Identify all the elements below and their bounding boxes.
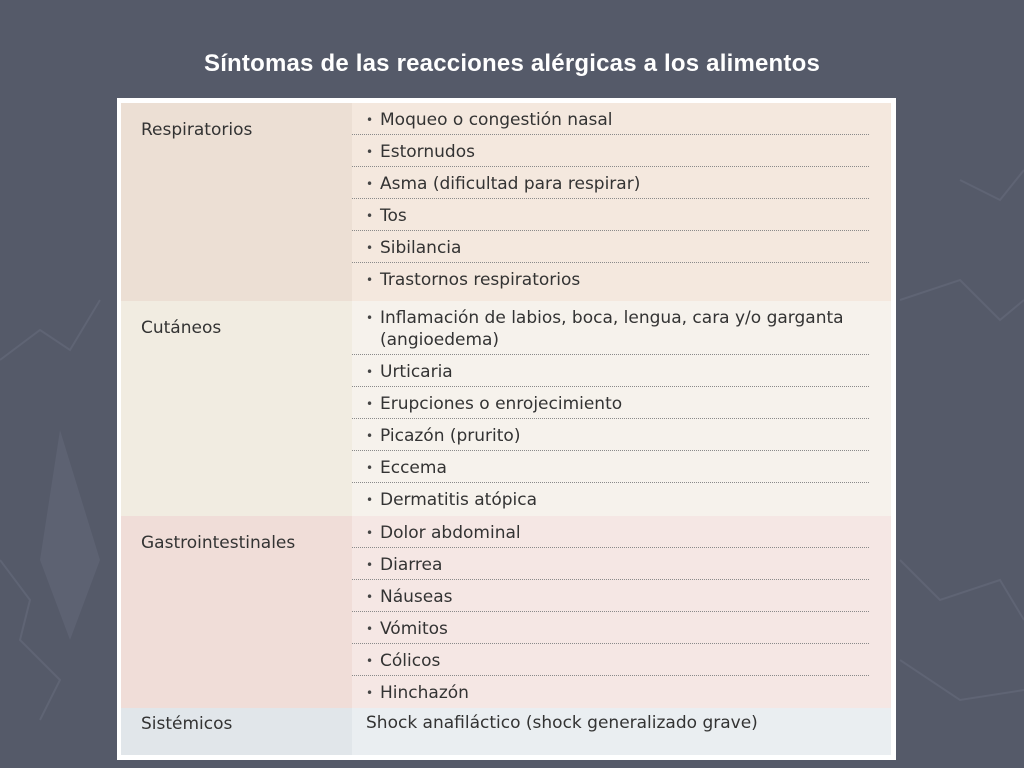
symptom-item xyxy=(352,103,869,135)
category-cell xyxy=(121,516,352,708)
bullet-icon: • xyxy=(366,461,374,475)
symptom-text: Hinchazón xyxy=(380,683,469,703)
bullet-icon: • xyxy=(366,590,374,604)
items-cell xyxy=(352,516,891,708)
symptom-item xyxy=(352,301,869,355)
category-label-respiratorios: Respiratorios xyxy=(141,120,253,140)
symptom-text: Náuseas xyxy=(380,587,453,607)
table-body xyxy=(121,103,891,755)
category-label-sistemicos: Sistémicos xyxy=(141,714,233,734)
group-gastrointestinales xyxy=(121,516,891,708)
category-label-cutaneos: Cutáneos xyxy=(141,318,222,338)
bullet-icon: • xyxy=(366,558,374,572)
symptom-item xyxy=(352,516,869,548)
bullet-icon: • xyxy=(366,241,374,255)
bullet-icon: • xyxy=(366,311,374,325)
symptom-text: Shock anafiláctico (shock generalizado grave) xyxy=(366,713,758,733)
group-cutaneos xyxy=(121,301,891,516)
symptom-text: Trastornos respiratorios xyxy=(380,270,581,290)
symptom-item xyxy=(352,644,869,676)
symptom-text: Vómitos xyxy=(380,619,448,639)
group-sistemicos xyxy=(121,708,891,755)
symptom-item xyxy=(352,387,869,419)
category-cell xyxy=(121,301,352,516)
symptoms-table xyxy=(117,98,896,760)
symptom-text: Dermatitis atópica xyxy=(380,490,538,510)
symptom-text: Moqueo o congestión nasal xyxy=(380,110,613,130)
category-cell xyxy=(121,103,352,301)
bullet-icon: • xyxy=(366,493,374,507)
bullet-icon: • xyxy=(366,145,374,159)
bullet-icon: • xyxy=(366,273,374,287)
items-cell xyxy=(352,103,891,301)
bullet-icon: • xyxy=(366,686,374,700)
symptom-item xyxy=(352,548,869,580)
bullet-icon: • xyxy=(366,397,374,411)
symptom-item xyxy=(352,199,869,231)
slide-title: Síntomas de las reacciones alérgicas a los alimentos xyxy=(203,50,820,77)
symptom-text: Dolor abdominal xyxy=(380,523,521,543)
symptom-item xyxy=(352,612,869,644)
symptom-text: Picazón (prurito) xyxy=(380,426,521,446)
symptom-item xyxy=(352,676,869,708)
group-respiratorios xyxy=(121,103,891,301)
category-label-gastrointestinales: Gastrointestinales xyxy=(141,533,296,553)
bullet-icon: • xyxy=(366,526,374,540)
symptom-item xyxy=(352,419,869,451)
symptom-text: Tos xyxy=(380,206,407,226)
symptom-item xyxy=(352,580,869,612)
symptom-item xyxy=(352,135,869,167)
symptom-item xyxy=(352,451,869,483)
bullet-icon: • xyxy=(366,654,374,668)
items-cell xyxy=(352,708,891,755)
bullet-icon: • xyxy=(366,209,374,223)
symptom-item xyxy=(352,167,869,199)
symptom-text: Estornudos xyxy=(380,142,475,162)
bullet-icon: • xyxy=(366,622,374,636)
symptom-text: Eccema xyxy=(380,458,447,478)
symptom-text: Inflamación de labios, boca, lengua, cara y/o garganta (angioedema) xyxy=(380,308,844,350)
symptom-text: Diarrea xyxy=(380,555,443,575)
symptom-text: Sibilancia xyxy=(380,238,462,258)
symptom-text: Cólicos xyxy=(380,651,441,671)
symptom-text: Urticaria xyxy=(380,362,453,382)
category-cell xyxy=(121,708,352,755)
symptom-item xyxy=(352,483,869,516)
symptom-text: Erupciones o enrojecimiento xyxy=(380,394,623,414)
symptom-item xyxy=(352,231,869,263)
bullet-icon: • xyxy=(366,113,374,127)
items-cell xyxy=(352,301,891,516)
symptom-item xyxy=(352,355,869,387)
bullet-icon: • xyxy=(366,365,374,379)
symptom-item xyxy=(352,263,869,301)
symptom-text: Asma (dificultad para respirar) xyxy=(380,174,641,194)
bullet-icon: • xyxy=(366,429,374,443)
bullet-icon: • xyxy=(366,177,374,191)
